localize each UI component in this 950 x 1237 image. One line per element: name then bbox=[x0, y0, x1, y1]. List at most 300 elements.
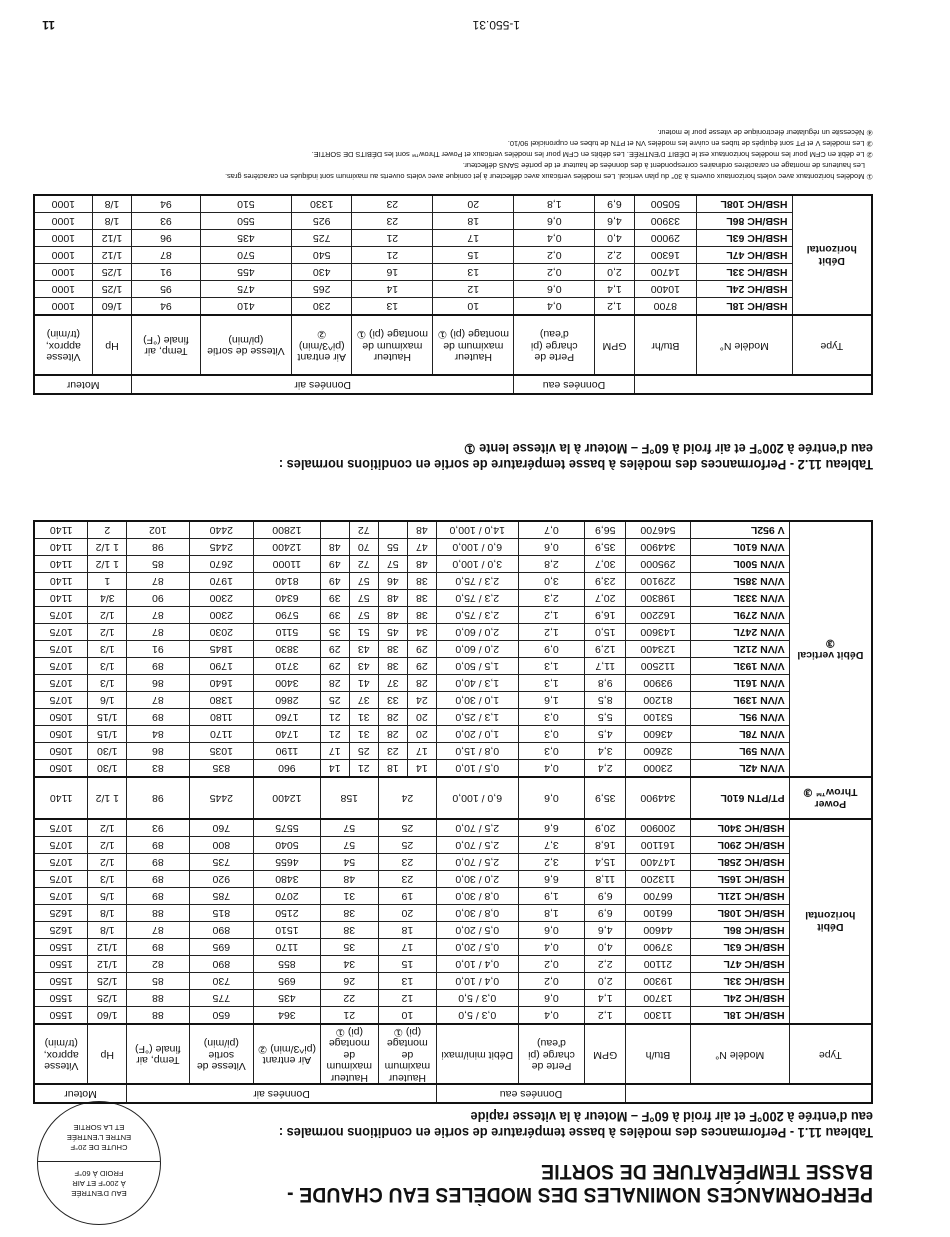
table-cell: 123400 bbox=[626, 641, 691, 658]
table-cell: 1000 bbox=[34, 264, 92, 281]
table-row bbox=[34, 888, 872, 905]
table-cell: 90 bbox=[127, 590, 189, 607]
model-number: HSB/HC 47L bbox=[690, 956, 789, 973]
table-cell: 735 bbox=[189, 854, 254, 871]
table-cell: 12400 bbox=[254, 539, 321, 556]
table-cell: 17 bbox=[320, 743, 349, 760]
table-cell: 87 bbox=[127, 692, 189, 709]
table-cell: 48 bbox=[378, 590, 407, 607]
model-number: HSB/HC 121L bbox=[690, 888, 789, 905]
model-number: HSB/HC 108L bbox=[697, 195, 793, 213]
table-cell: 1,2 bbox=[595, 298, 634, 316]
table-cell: 161100 bbox=[626, 837, 691, 854]
table-cell: 1550 bbox=[34, 990, 88, 1007]
table-cell: 17 bbox=[407, 743, 436, 760]
table-cell: 12 bbox=[378, 990, 436, 1007]
col-perte: Perte de charge (pi d'eau) bbox=[514, 315, 595, 375]
table-cell: 37 bbox=[349, 692, 378, 709]
model-number: HSB/HC 108L bbox=[690, 905, 789, 922]
table-cell: 435 bbox=[200, 230, 291, 247]
doc-number: 1-550.31 bbox=[472, 18, 520, 32]
group-motor: Moteur bbox=[34, 375, 132, 394]
table-cell: 0,5 / 20,0 bbox=[436, 939, 518, 956]
table-cell: 14,0 / 100,0 bbox=[436, 521, 518, 539]
table-cell: 45 bbox=[378, 624, 407, 641]
table-cell: 25 bbox=[320, 692, 349, 709]
table-row bbox=[34, 539, 872, 556]
table-cell: 890 bbox=[189, 922, 254, 939]
table-cell: 775 bbox=[189, 990, 254, 1007]
col-type: Type bbox=[789, 1024, 872, 1084]
table-cell: 1/3 bbox=[88, 641, 127, 658]
table-cell: 25 bbox=[349, 743, 378, 760]
table-cell: 4,0 bbox=[585, 939, 626, 956]
table-cell: 85 bbox=[127, 973, 189, 990]
table-cell: 1075 bbox=[34, 837, 88, 854]
table-cell: 2440 bbox=[189, 521, 254, 539]
table-cell: 94 bbox=[132, 195, 201, 213]
table-cell: 46 bbox=[378, 573, 407, 590]
table-cell: 0,6 bbox=[514, 281, 595, 298]
table-cell: 21 bbox=[352, 230, 433, 247]
table-row bbox=[34, 247, 872, 264]
table-cell: 31 bbox=[320, 888, 378, 905]
table-row bbox=[34, 854, 872, 871]
table-cell: 2070 bbox=[254, 888, 321, 905]
table-cell: 23000 bbox=[626, 760, 691, 778]
table-cell: 38 bbox=[320, 905, 378, 922]
table-cell: 158 bbox=[320, 777, 378, 819]
table-cell: 1000 bbox=[34, 213, 92, 230]
table-cell: 1075 bbox=[34, 607, 88, 624]
table-cell: 11,7 bbox=[585, 658, 626, 675]
table-cell: 1550 bbox=[34, 956, 88, 973]
table-cell: 1640 bbox=[189, 675, 254, 692]
table-cell: 695 bbox=[254, 973, 321, 990]
table-row bbox=[34, 871, 872, 888]
table-cell: 1,9 bbox=[518, 888, 585, 905]
table-cell: 35,9 bbox=[585, 539, 626, 556]
table-cell: 1,3 bbox=[518, 658, 585, 675]
table-cell: 23 bbox=[352, 213, 433, 230]
table-cell: 1/25 bbox=[92, 264, 131, 281]
table-cell: 800 bbox=[189, 837, 254, 854]
table-cell: 1/2 bbox=[88, 837, 127, 854]
table-cell: 890 bbox=[189, 956, 254, 973]
table-cell: 1550 bbox=[34, 939, 88, 956]
table-row bbox=[34, 819, 872, 837]
table-cell: 16,8 bbox=[585, 837, 626, 854]
table-cell: 48 bbox=[407, 521, 436, 539]
table-cell: 2,3 bbox=[518, 590, 585, 607]
table-cell: 1380 bbox=[189, 692, 254, 709]
table-cell: 344900 bbox=[626, 539, 691, 556]
table-cell: 0,4 bbox=[518, 1007, 585, 1025]
table-cell: 15 bbox=[433, 247, 514, 264]
model-number: HSB/HC 24L bbox=[690, 990, 789, 1007]
col-hauteur-1: Hauteur maximum de montage (pi) ① bbox=[378, 1024, 436, 1084]
table-cell: 13 bbox=[352, 298, 433, 316]
table-cell: 29 bbox=[407, 658, 436, 675]
model-number: V/VN 279L bbox=[690, 607, 789, 624]
row-type-label: Débit vertical ③ bbox=[789, 521, 872, 777]
model-number: V 952L bbox=[690, 521, 789, 539]
table-row bbox=[34, 521, 872, 539]
model-number: HSB/HC 165L bbox=[690, 871, 789, 888]
table-cell: 66700 bbox=[626, 888, 691, 905]
caption-line: eau d'entrée à 200°F et air froid à 60°F – Moteur à la vitesse lente ① bbox=[463, 441, 873, 456]
badge-bottom-line: ET LA SORTIE bbox=[73, 1123, 125, 1132]
table-cell: 98 bbox=[127, 777, 189, 819]
row-type-label: Débit horizontal bbox=[789, 819, 872, 1024]
model-number: HSB/HC 47L bbox=[697, 247, 793, 264]
table-cell: 2300 bbox=[189, 590, 254, 607]
col-hauteur-2: Hauteur maximum de montage (pi) ① bbox=[352, 315, 433, 375]
table-cell: 87 bbox=[127, 922, 189, 939]
table-cell: 38 bbox=[407, 573, 436, 590]
table-cell: 1170 bbox=[254, 939, 321, 956]
table-cell: 43 bbox=[349, 641, 378, 658]
table-cell bbox=[320, 521, 349, 539]
col-air: Air entrant (pi^3/min) ② bbox=[254, 1024, 321, 1084]
col-air: Air entrant (pi^3/min) ② bbox=[292, 315, 352, 375]
table-cell: 3480 bbox=[254, 871, 321, 888]
table-cell: 19300 bbox=[626, 973, 691, 990]
table-cell: 6,9 bbox=[585, 905, 626, 922]
table-cell: 1/2 bbox=[88, 854, 127, 871]
table-row bbox=[34, 573, 872, 590]
table-cell: 20,7 bbox=[585, 590, 626, 607]
table-cell: 30,7 bbox=[585, 556, 626, 573]
table-cell: 28 bbox=[407, 675, 436, 692]
table-row bbox=[34, 939, 872, 956]
table-cell: 0,6 bbox=[518, 539, 585, 556]
table-cell: 855 bbox=[254, 956, 321, 973]
table-cell: 2,5 / 70,0 bbox=[436, 854, 518, 871]
table-cell: 2860 bbox=[254, 692, 321, 709]
table-11-1-body bbox=[34, 521, 872, 1024]
table-cell: 2,0 / 30,0 bbox=[436, 871, 518, 888]
model-number: V/VN 161L bbox=[690, 675, 789, 692]
table-cell: 89 bbox=[127, 709, 189, 726]
table-cell: 17 bbox=[378, 939, 436, 956]
table-cell: 2445 bbox=[189, 539, 254, 556]
table-cell: 95 bbox=[132, 281, 201, 298]
table-cell: 2,4 bbox=[585, 760, 626, 778]
table-row bbox=[34, 692, 872, 709]
table-cell: 16,9 bbox=[585, 607, 626, 624]
table-cell: 1,6 bbox=[518, 692, 585, 709]
table-cell: 15,0 bbox=[585, 624, 626, 641]
table-cell: 6,6 bbox=[518, 871, 585, 888]
col-rpm: Vitesse approx, (tr/min) bbox=[34, 1024, 88, 1084]
table-cell: 143600 bbox=[626, 624, 691, 641]
table-cell: 1170 bbox=[189, 726, 254, 743]
table-11-2-body bbox=[34, 195, 872, 315]
table-cell: 0,2 bbox=[518, 956, 585, 973]
table-cell: 4,6 bbox=[585, 922, 626, 939]
table-cell: 4,5 bbox=[585, 726, 626, 743]
table-row bbox=[34, 281, 872, 298]
table-cell: 0,2 bbox=[518, 973, 585, 990]
table-cell: 102 bbox=[127, 521, 189, 539]
table-cell: 81200 bbox=[626, 692, 691, 709]
table-cell: 5040 bbox=[254, 837, 321, 854]
table-cell: 1140 bbox=[34, 573, 88, 590]
table-row bbox=[34, 624, 872, 641]
page-title bbox=[275, 1160, 873, 1206]
table-cell: 1075 bbox=[34, 854, 88, 871]
table2-caption bbox=[279, 440, 873, 472]
table-cell: 25 bbox=[378, 837, 436, 854]
model-number: HSB/HC 290L bbox=[690, 837, 789, 854]
table-cell: 87 bbox=[127, 624, 189, 641]
table-row bbox=[34, 990, 872, 1007]
table-cell: 15,4 bbox=[585, 854, 626, 871]
table-cell: 1,4 bbox=[585, 990, 626, 1007]
table-cell: 37 bbox=[378, 675, 407, 692]
table-cell: 1,4 bbox=[595, 281, 634, 298]
table-cell: 2,0 / 60,0 bbox=[436, 624, 518, 641]
col-hp: Hp bbox=[88, 1024, 127, 1084]
table-cell: 70 bbox=[349, 539, 378, 556]
table-cell: 2,3 / 75,0 bbox=[436, 607, 518, 624]
table-cell: 1/25 bbox=[88, 990, 127, 1007]
table-cell: 57 bbox=[349, 607, 378, 624]
table-cell: 98 bbox=[127, 539, 189, 556]
table-cell: 760 bbox=[189, 819, 254, 837]
table-cell: 0,4 bbox=[518, 939, 585, 956]
table-cell: 0,5 / 20,0 bbox=[436, 922, 518, 939]
table-cell: 28 bbox=[378, 709, 407, 726]
table-cell: 11000 bbox=[254, 556, 321, 573]
model-number: V/VN 95L bbox=[690, 709, 789, 726]
col-rpm: Vitesse approx, (tr/min) bbox=[34, 315, 92, 375]
table-cell: 53100 bbox=[626, 709, 691, 726]
table-cell: 3,0 bbox=[518, 573, 585, 590]
table-cell: 57 bbox=[349, 590, 378, 607]
table-cell: 22 bbox=[320, 990, 378, 1007]
table-cell: 20 bbox=[433, 195, 514, 213]
table-row bbox=[34, 675, 872, 692]
badge-top-line: FROID À 60°F bbox=[74, 1169, 124, 1178]
footnotes bbox=[73, 127, 873, 182]
table-cell: 1,0 / 20,0 bbox=[436, 726, 518, 743]
table-cell: 21 bbox=[352, 247, 433, 264]
table-cell: 15 bbox=[378, 956, 436, 973]
table-cell: 43 bbox=[349, 658, 378, 675]
model-number: HSB/HC 33L bbox=[690, 973, 789, 990]
table-cell: 4,6 bbox=[595, 213, 634, 230]
table-cell: 89 bbox=[127, 658, 189, 675]
caption-line: Tableau 11.1 - Performances des modèles à basse température de sortie en conditions normales : bbox=[278, 1125, 873, 1140]
col-model: Modèle N° bbox=[690, 1024, 789, 1084]
table-cell: 1/12 bbox=[92, 230, 131, 247]
model-number: HSB/HC 63L bbox=[697, 230, 793, 247]
title-line-2: BASSE TEMPÉRATURE DE SORTIE bbox=[540, 1160, 873, 1183]
model-number: HSB/HC 340L bbox=[690, 819, 789, 837]
table-cell: 1/2 bbox=[88, 819, 127, 837]
table-cell: 35 bbox=[320, 939, 378, 956]
table-cell: 1,0 / 30,0 bbox=[436, 692, 518, 709]
table-cell: 21 bbox=[320, 709, 349, 726]
table-cell: 147400 bbox=[626, 854, 691, 871]
table-cell: 72 bbox=[349, 556, 378, 573]
table-cell: 1/12 bbox=[92, 247, 131, 264]
table-cell: 57 bbox=[320, 819, 378, 837]
model-number: V/VN 610L bbox=[690, 539, 789, 556]
table-row bbox=[34, 922, 872, 939]
table-cell: 1075 bbox=[34, 624, 88, 641]
table-cell: 1/15 bbox=[88, 709, 127, 726]
table-cell: 650 bbox=[189, 1007, 254, 1025]
table-cell: 3,2 bbox=[518, 854, 585, 871]
table-cell: 265 bbox=[292, 281, 352, 298]
footnote: Les hauteurs de montage en caractères ordinaires correspondent à des données de hauteur et de portée SANS déflecteur. bbox=[462, 161, 865, 170]
table-cell: 1760 bbox=[254, 709, 321, 726]
table-cell: 5575 bbox=[254, 819, 321, 837]
model-number: V/VN 247L bbox=[690, 624, 789, 641]
table-cell: 0,8 / 15,0 bbox=[436, 743, 518, 760]
table-cell: 57 bbox=[349, 573, 378, 590]
table-cell: 56,9 bbox=[585, 521, 626, 539]
table-cell: 3710 bbox=[254, 658, 321, 675]
table-row bbox=[34, 973, 872, 990]
table-cell: 2,0 / 60,0 bbox=[436, 641, 518, 658]
table-cell: 1/8 bbox=[92, 213, 131, 230]
table-cell: 1050 bbox=[34, 743, 88, 760]
table-cell: 10 bbox=[433, 298, 514, 316]
table-cell: 510 bbox=[200, 195, 291, 213]
table-cell: 0,6 bbox=[514, 213, 595, 230]
group-air: Données air bbox=[127, 1084, 437, 1103]
table-cell: 21100 bbox=[626, 956, 691, 973]
table-row bbox=[34, 195, 872, 213]
table-cell: 32600 bbox=[626, 743, 691, 760]
table-cell: 3/4 bbox=[88, 590, 127, 607]
table-cell: 91 bbox=[127, 641, 189, 658]
table-row bbox=[34, 213, 872, 230]
table-row bbox=[34, 641, 872, 658]
table-cell: 410 bbox=[200, 298, 291, 316]
col-vitesse-sortie: Vitesse de sortie (pi/min) bbox=[200, 315, 291, 375]
model-number: V/VN 139L bbox=[690, 692, 789, 709]
table-cell: 18 bbox=[378, 922, 436, 939]
table-cell: 8140 bbox=[254, 573, 321, 590]
table-cell: 6,9 bbox=[585, 888, 626, 905]
table-cell: 26 bbox=[320, 973, 378, 990]
table-cell: 570 bbox=[200, 247, 291, 264]
table-cell: 89 bbox=[127, 871, 189, 888]
table-cell: 20,9 bbox=[585, 819, 626, 837]
table-cell: 1/30 bbox=[88, 743, 127, 760]
table-cell: 3830 bbox=[254, 641, 321, 658]
table-cell: 82 bbox=[127, 956, 189, 973]
group-water: Données eau bbox=[514, 375, 634, 394]
table-cell: 1075 bbox=[34, 871, 88, 888]
table-cell: 0,6 bbox=[518, 922, 585, 939]
footnote: ② Le débit en CFM pour les modèles horizontaux est le DÉBIT D'ENTRÉE. Les débits en CFM pour les modèles verticaux et Power Throw™ sont les DÉBITS DE SORTIE. bbox=[311, 150, 873, 159]
table-row bbox=[34, 709, 872, 726]
table-cell: 34 bbox=[320, 956, 378, 973]
table-cell: 0,9 bbox=[518, 641, 585, 658]
group-air: Données air bbox=[132, 375, 514, 394]
col-type: Type bbox=[792, 315, 872, 375]
table-cell: 2445 bbox=[189, 777, 254, 819]
table-cell: 2300 bbox=[189, 607, 254, 624]
table-row bbox=[34, 590, 872, 607]
table-cell: 20 bbox=[378, 905, 436, 922]
conditions-badge bbox=[37, 1101, 161, 1225]
table-cell: 1 1/2 bbox=[88, 777, 127, 819]
table-cell: 96 bbox=[132, 230, 201, 247]
table-cell: 11300 bbox=[626, 1007, 691, 1025]
table-cell: 24 bbox=[378, 777, 436, 819]
table-cell: 25 bbox=[378, 819, 436, 837]
table-cell: 0,3 bbox=[518, 743, 585, 760]
table-row bbox=[34, 743, 872, 760]
table-cell: 1050 bbox=[34, 726, 88, 743]
table-cell: 28 bbox=[320, 675, 349, 692]
badge-bottom bbox=[38, 1122, 160, 1152]
table-cell: 1,8 bbox=[518, 905, 585, 922]
table-11-1 bbox=[33, 520, 873, 1104]
table-cell: 51 bbox=[349, 624, 378, 641]
table-cell: 49 bbox=[320, 573, 349, 590]
badge-top-line: À 200°F ET AIR bbox=[72, 1179, 126, 1188]
table-cell: 1/60 bbox=[88, 1007, 127, 1025]
group-water: Données eau bbox=[436, 1084, 625, 1103]
table-cell: 1625 bbox=[34, 922, 88, 939]
table-cell: 1140 bbox=[34, 556, 88, 573]
table-cell: 1075 bbox=[34, 692, 88, 709]
table-cell: 23 bbox=[352, 195, 433, 213]
table-row bbox=[34, 956, 872, 973]
table-cell: 8700 bbox=[634, 298, 696, 316]
table-cell: 21 bbox=[320, 726, 349, 743]
table-cell: 47 bbox=[407, 539, 436, 556]
table-cell: 10 bbox=[378, 1007, 436, 1025]
table-cell: 19 bbox=[378, 888, 436, 905]
table-cell: 2030 bbox=[189, 624, 254, 641]
table-cell: 5110 bbox=[254, 624, 321, 641]
group-motor: Moteur bbox=[34, 1084, 127, 1103]
table-cell: 13 bbox=[433, 264, 514, 281]
col-gpm: GPM bbox=[595, 315, 634, 375]
table-cell: 1,8 bbox=[514, 195, 595, 213]
table-cell: 9,8 bbox=[585, 675, 626, 692]
table-cell: 1,3 bbox=[518, 675, 585, 692]
table-cell: 1/60 bbox=[92, 298, 131, 316]
table-cell: 1/6 bbox=[88, 692, 127, 709]
table-cell: 550 bbox=[200, 213, 291, 230]
table-cell: 230 bbox=[292, 298, 352, 316]
table-cell: 8,5 bbox=[585, 692, 626, 709]
table-cell: 21 bbox=[320, 1007, 378, 1025]
table-cell: 0,7 bbox=[518, 521, 585, 539]
table-cell: 34 bbox=[407, 624, 436, 641]
table-cell: 91 bbox=[132, 264, 201, 281]
table-cell: 785 bbox=[189, 888, 254, 905]
table-cell: 6,0 / 100,0 bbox=[436, 777, 518, 819]
col-btu: Btu/hr bbox=[634, 315, 696, 375]
table-cell: 48 bbox=[378, 607, 407, 624]
table-cell: 28 bbox=[378, 726, 407, 743]
table-cell: 1845 bbox=[189, 641, 254, 658]
table-cell: 14700 bbox=[634, 264, 696, 281]
table-row bbox=[34, 230, 872, 247]
table-cell: 198300 bbox=[626, 590, 691, 607]
